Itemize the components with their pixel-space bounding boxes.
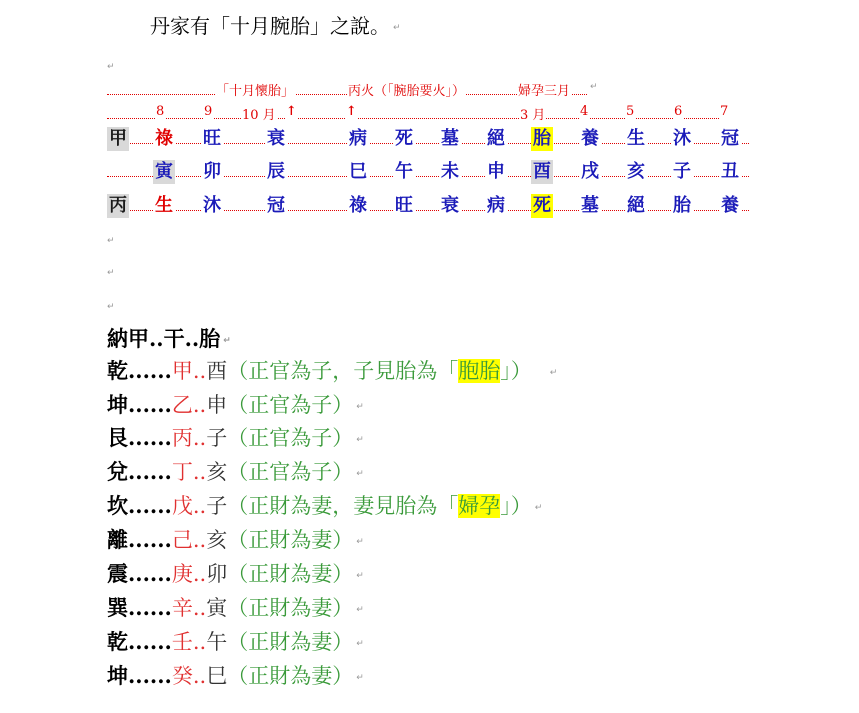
grid-cell: 巳 [349, 161, 367, 182]
grid-cell: 旺 [203, 128, 221, 149]
trigram: 坎 [107, 493, 128, 518]
trigram: 艮 [107, 425, 128, 450]
paragraph-mark-icon: ↵ [107, 62, 115, 72]
list-title [107, 323, 231, 353]
list-title-text: 納甲..干..胎 [107, 326, 221, 351]
grid-cell: 沐 [203, 195, 221, 216]
grid-row-bing [107, 194, 749, 220]
annotation-label-3: 婦孕三月 [517, 80, 571, 99]
branch: 子 [206, 426, 228, 450]
stem: 戊 [171, 494, 193, 518]
grid-cell: 丙 [109, 195, 127, 216]
grid-cell: 養 [721, 195, 739, 216]
grid-cell: 辰 [267, 161, 285, 182]
stem: 庚 [171, 562, 193, 586]
grid-cell: 衰 [267, 128, 285, 149]
grid-cell: 亥 [627, 161, 645, 182]
month-number-5: 5 [626, 104, 635, 119]
paragraph-mark-icon: ↵ [356, 638, 364, 649]
grid-cell: 祿 [349, 195, 367, 216]
month-number-9: 9 [204, 104, 213, 119]
list-item: 乾......壬..午（正財為妻） ↵ [107, 629, 364, 654]
grid-cell: 沐 [673, 128, 691, 149]
arrow-up-icon: ↑ [286, 104, 297, 119]
paragraph-mark-icon: ↵ [590, 82, 598, 92]
note: （正財為妻） [227, 664, 354, 688]
list-item: 兌......丁..亥（正官為子） ↵ [107, 459, 364, 484]
grid-cell: 冠 [721, 128, 739, 149]
paragraph-mark-icon: ↵ [356, 434, 364, 445]
paragraph-mark-icon: ↵ [356, 401, 364, 412]
trigram: 離 [107, 527, 128, 552]
note-end: 」） [500, 494, 532, 518]
list-item: 乾......甲..酉（正官為子，子見胎為「胞胎」） ↵ [107, 358, 558, 383]
stem: 丁 [171, 460, 193, 484]
grid-cell: 午 [395, 161, 413, 182]
branch: 亥 [206, 460, 228, 484]
grid-cell: 衰 [441, 195, 459, 216]
grid-cell: 生 [155, 195, 173, 216]
grid-cell: 卯 [203, 161, 221, 182]
list-item: 坤......乙..申（正官為子） ↵ [107, 392, 364, 417]
grid-cell: 胎 [533, 128, 551, 149]
paragraph-mark-icon: ↵ [107, 268, 115, 278]
note-end: 」） [500, 359, 532, 383]
paragraph-mark-icon: ↵ [356, 604, 364, 615]
list-item: 離......己..亥（正財為妻） ↵ [107, 527, 364, 552]
branch: 亥 [206, 528, 228, 552]
paragraph-mark-icon: ↵ [356, 468, 364, 479]
stem: 辛 [171, 596, 193, 620]
trigram: 巽 [107, 595, 128, 620]
grid-cell: 胎 [673, 195, 691, 216]
grid-row-branches [107, 160, 749, 186]
month-number-7: 7 [720, 104, 729, 119]
grid-cell: 絕 [627, 195, 645, 216]
stem: 丙 [171, 426, 193, 450]
grid-cell: 丑 [721, 161, 739, 182]
grid-cell: 絕 [487, 128, 505, 149]
grid-cell: 墓 [441, 128, 459, 149]
month-number-4: 4 [580, 104, 589, 119]
grid-cell: 死 [395, 128, 413, 149]
branch: 寅 [206, 596, 228, 620]
branch: 巳 [206, 664, 228, 688]
paragraph-mark-icon: ↵ [107, 302, 115, 312]
stem: 癸 [171, 664, 193, 688]
grid-cell: 生 [627, 128, 645, 149]
note: （正官為子，子見胎為「 [227, 359, 459, 383]
note: （正財為妻） [227, 596, 354, 620]
list-item: 巽......辛..寅（正財為妻） ↵ [107, 595, 364, 620]
grid-cell: 子 [673, 161, 691, 182]
list-item: 坤......癸..巳（正財為妻） ↵ [107, 663, 364, 688]
branch: 子 [206, 494, 228, 518]
note: （正財為妻，妻見胎為「 [227, 494, 459, 518]
paragraph-mark-icon: ↵ [223, 335, 231, 346]
paragraph-mark-icon: ↵ [356, 570, 364, 581]
annotation-label-1: 「十月懷胎」 [215, 80, 295, 99]
paragraph-mark-icon: ↵ [107, 236, 115, 246]
list-item: 坎......戊..子（正財為妻，妻見胎為「婦孕」） ↵ [107, 493, 543, 518]
annotation-label-2: 丙火（「腕胎要火」） [347, 80, 466, 99]
paragraph-mark-icon: ↵ [534, 502, 543, 513]
stem: 壬 [171, 630, 193, 654]
arrow-up-icon: ↑ [346, 104, 357, 119]
heading [150, 10, 401, 39]
grid-cell: 養 [581, 128, 599, 149]
stem: 甲 [171, 359, 193, 383]
annotation-row-numbers [107, 104, 737, 122]
trigram: 坤 [107, 663, 128, 688]
stem: 己 [171, 528, 193, 552]
grid-cell: 祿 [155, 128, 173, 149]
grid-cell: 冠 [267, 195, 285, 216]
paragraph-mark-icon: ↵ [549, 367, 558, 378]
list-item: 震......庚..卯（正財為妻） ↵ [107, 561, 364, 586]
grid-cell: 墓 [581, 195, 599, 216]
highlighted-term: 胞胎 [458, 359, 501, 383]
grid-cell: 病 [349, 128, 367, 149]
paragraph-mark-icon: ↵ [356, 536, 364, 547]
trigram: 兌 [107, 459, 128, 484]
branch: 申 [206, 393, 228, 417]
note: （正官為子） [227, 426, 354, 450]
branch: 午 [206, 630, 228, 654]
branch: 酉 [206, 359, 228, 383]
stem: 乙 [171, 393, 193, 417]
note: （正財為妻） [227, 562, 354, 586]
heading-text: 丹家有「十月腕胎」之說。 [150, 14, 390, 38]
month-number-8: 8 [156, 104, 165, 119]
grid-cell: 甲 [109, 128, 127, 149]
grid-cell: 申 [487, 161, 505, 182]
paragraph-mark-icon: ↵ [393, 22, 401, 33]
month-number-3: 3 月 [519, 104, 546, 123]
trigram: 乾 [107, 358, 128, 383]
note: （正財為妻） [227, 528, 354, 552]
highlighted-term: 婦孕 [458, 494, 501, 518]
grid-cell: 未 [441, 161, 459, 182]
grid-cell: 寅 [155, 161, 173, 182]
annotation-row-labels [107, 80, 597, 98]
note: （正官為子） [227, 393, 354, 417]
trigram: 震 [107, 561, 128, 586]
paragraph-mark-icon: ↵ [356, 672, 364, 683]
grid-row-jia [107, 127, 749, 153]
grid-cell: 酉 [533, 161, 551, 182]
note: （正官為子） [227, 460, 354, 484]
trigram: 坤 [107, 392, 128, 417]
month-number-10: 10 月 [241, 104, 277, 123]
list-item: 艮......丙..子（正官為子） ↵ [107, 425, 364, 450]
month-number-6: 6 [674, 104, 683, 119]
grid-cell: 旺 [395, 195, 413, 216]
grid-cell: 死 [533, 195, 551, 216]
trigram: 乾 [107, 629, 128, 654]
branch: 卯 [206, 562, 228, 586]
note: （正財為妻） [227, 630, 354, 654]
grid-cell: 病 [487, 195, 505, 216]
grid-cell: 戌 [581, 161, 599, 182]
